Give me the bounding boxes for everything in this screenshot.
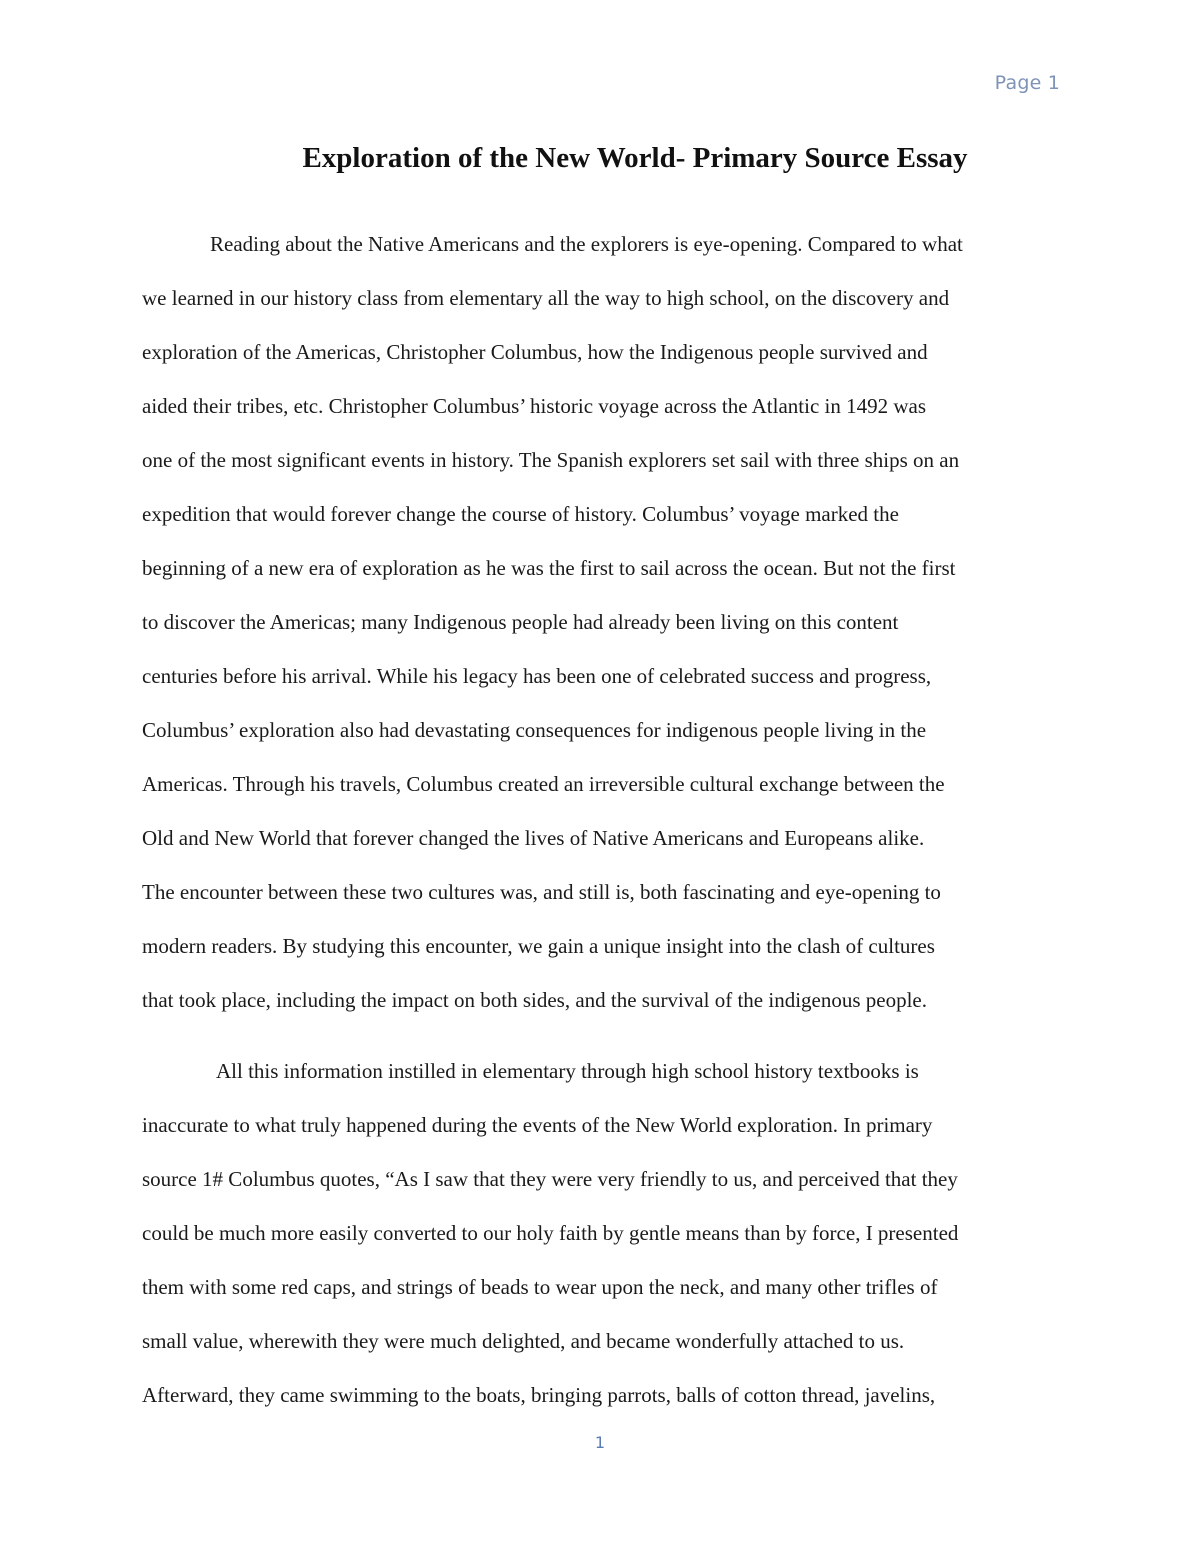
page-header-label: Page 1: [994, 72, 1060, 94]
paragraph-line: we learned in our history class from elementary all the way to high school, on the discovery and: [142, 286, 950, 310]
page-number: 1: [594, 1433, 606, 1452]
paragraph-line: Old and New World that forever changed the lives of Native Americans and Europeans alike.: [142, 826, 925, 850]
paragraph-line: aided their tribes, etc. Christopher Columbus’ historic voyage across the Atlantic in 1492 was: [142, 394, 927, 418]
paragraph-line: small value, wherewith they were much delighted, and became wonderfully attached to us.: [142, 1329, 905, 1353]
paragraph-line: Columbus’ exploration also had devastating consequences for indigenous people living in the: [142, 718, 927, 742]
paragraph-1: [142, 217, 1062, 1027]
paragraph-line: expedition that would forever change the course of history. Columbus’ voyage marked the: [142, 502, 899, 526]
paragraph-line: Afterward, they came swimming to the boats, bringing parrots, balls of cotton thread, javelins,: [142, 1383, 936, 1407]
paragraph-line: source 1# Columbus quotes, “As I saw that they were very friendly to us, and perceived that they: [142, 1167, 958, 1191]
paragraph-line: exploration of the Americas, Christopher Columbus, how the Indigenous people survived and: [142, 340, 928, 364]
paragraph-line: that took place, including the impact on both sides, and the survival of the indigenous people.: [142, 988, 927, 1012]
document-title: Exploration of the New World- Primary Source Essay: [302, 142, 968, 174]
paragraph-line: centuries before his arrival. While his legacy has been one of celebrated success and progress,: [142, 664, 932, 688]
paragraph-line: to discover the Americas; many Indigenous people had already been living on this content: [142, 610, 899, 634]
paragraph-2: [142, 1044, 1062, 1422]
paragraph-line: inaccurate to what truly happened during the events of the New World exploration. In primary: [142, 1113, 933, 1137]
paragraph-line: one of the most significant events in history. The Spanish explorers set sail with three ships on an: [142, 448, 960, 472]
paragraph-line: Reading about the Native Americans and the explorers is eye-opening. Compared to what: [210, 232, 963, 256]
paragraph-line: Americas. Through his travels, Columbus created an irreversible cultural exchange between the: [142, 772, 945, 796]
paragraph-line: could be much more easily converted to our holy faith by gentle means than by force, I presented: [142, 1221, 959, 1245]
paragraph-line: The encounter between these two cultures was, and still is, both fascinating and eye-opening to: [142, 880, 941, 904]
paragraph-line: beginning of a new era of exploration as he was the first to sail across the ocean. But not the first: [142, 556, 956, 580]
paragraph-line: them with some red caps, and strings of beads to wear upon the neck, and many other trifles of: [142, 1275, 938, 1299]
paragraph-line: All this information instilled in elementary through high school history textbooks is: [216, 1059, 919, 1083]
paragraph-line: modern readers. By studying this encounter, we gain a unique insight into the clash of cultures: [142, 934, 935, 958]
